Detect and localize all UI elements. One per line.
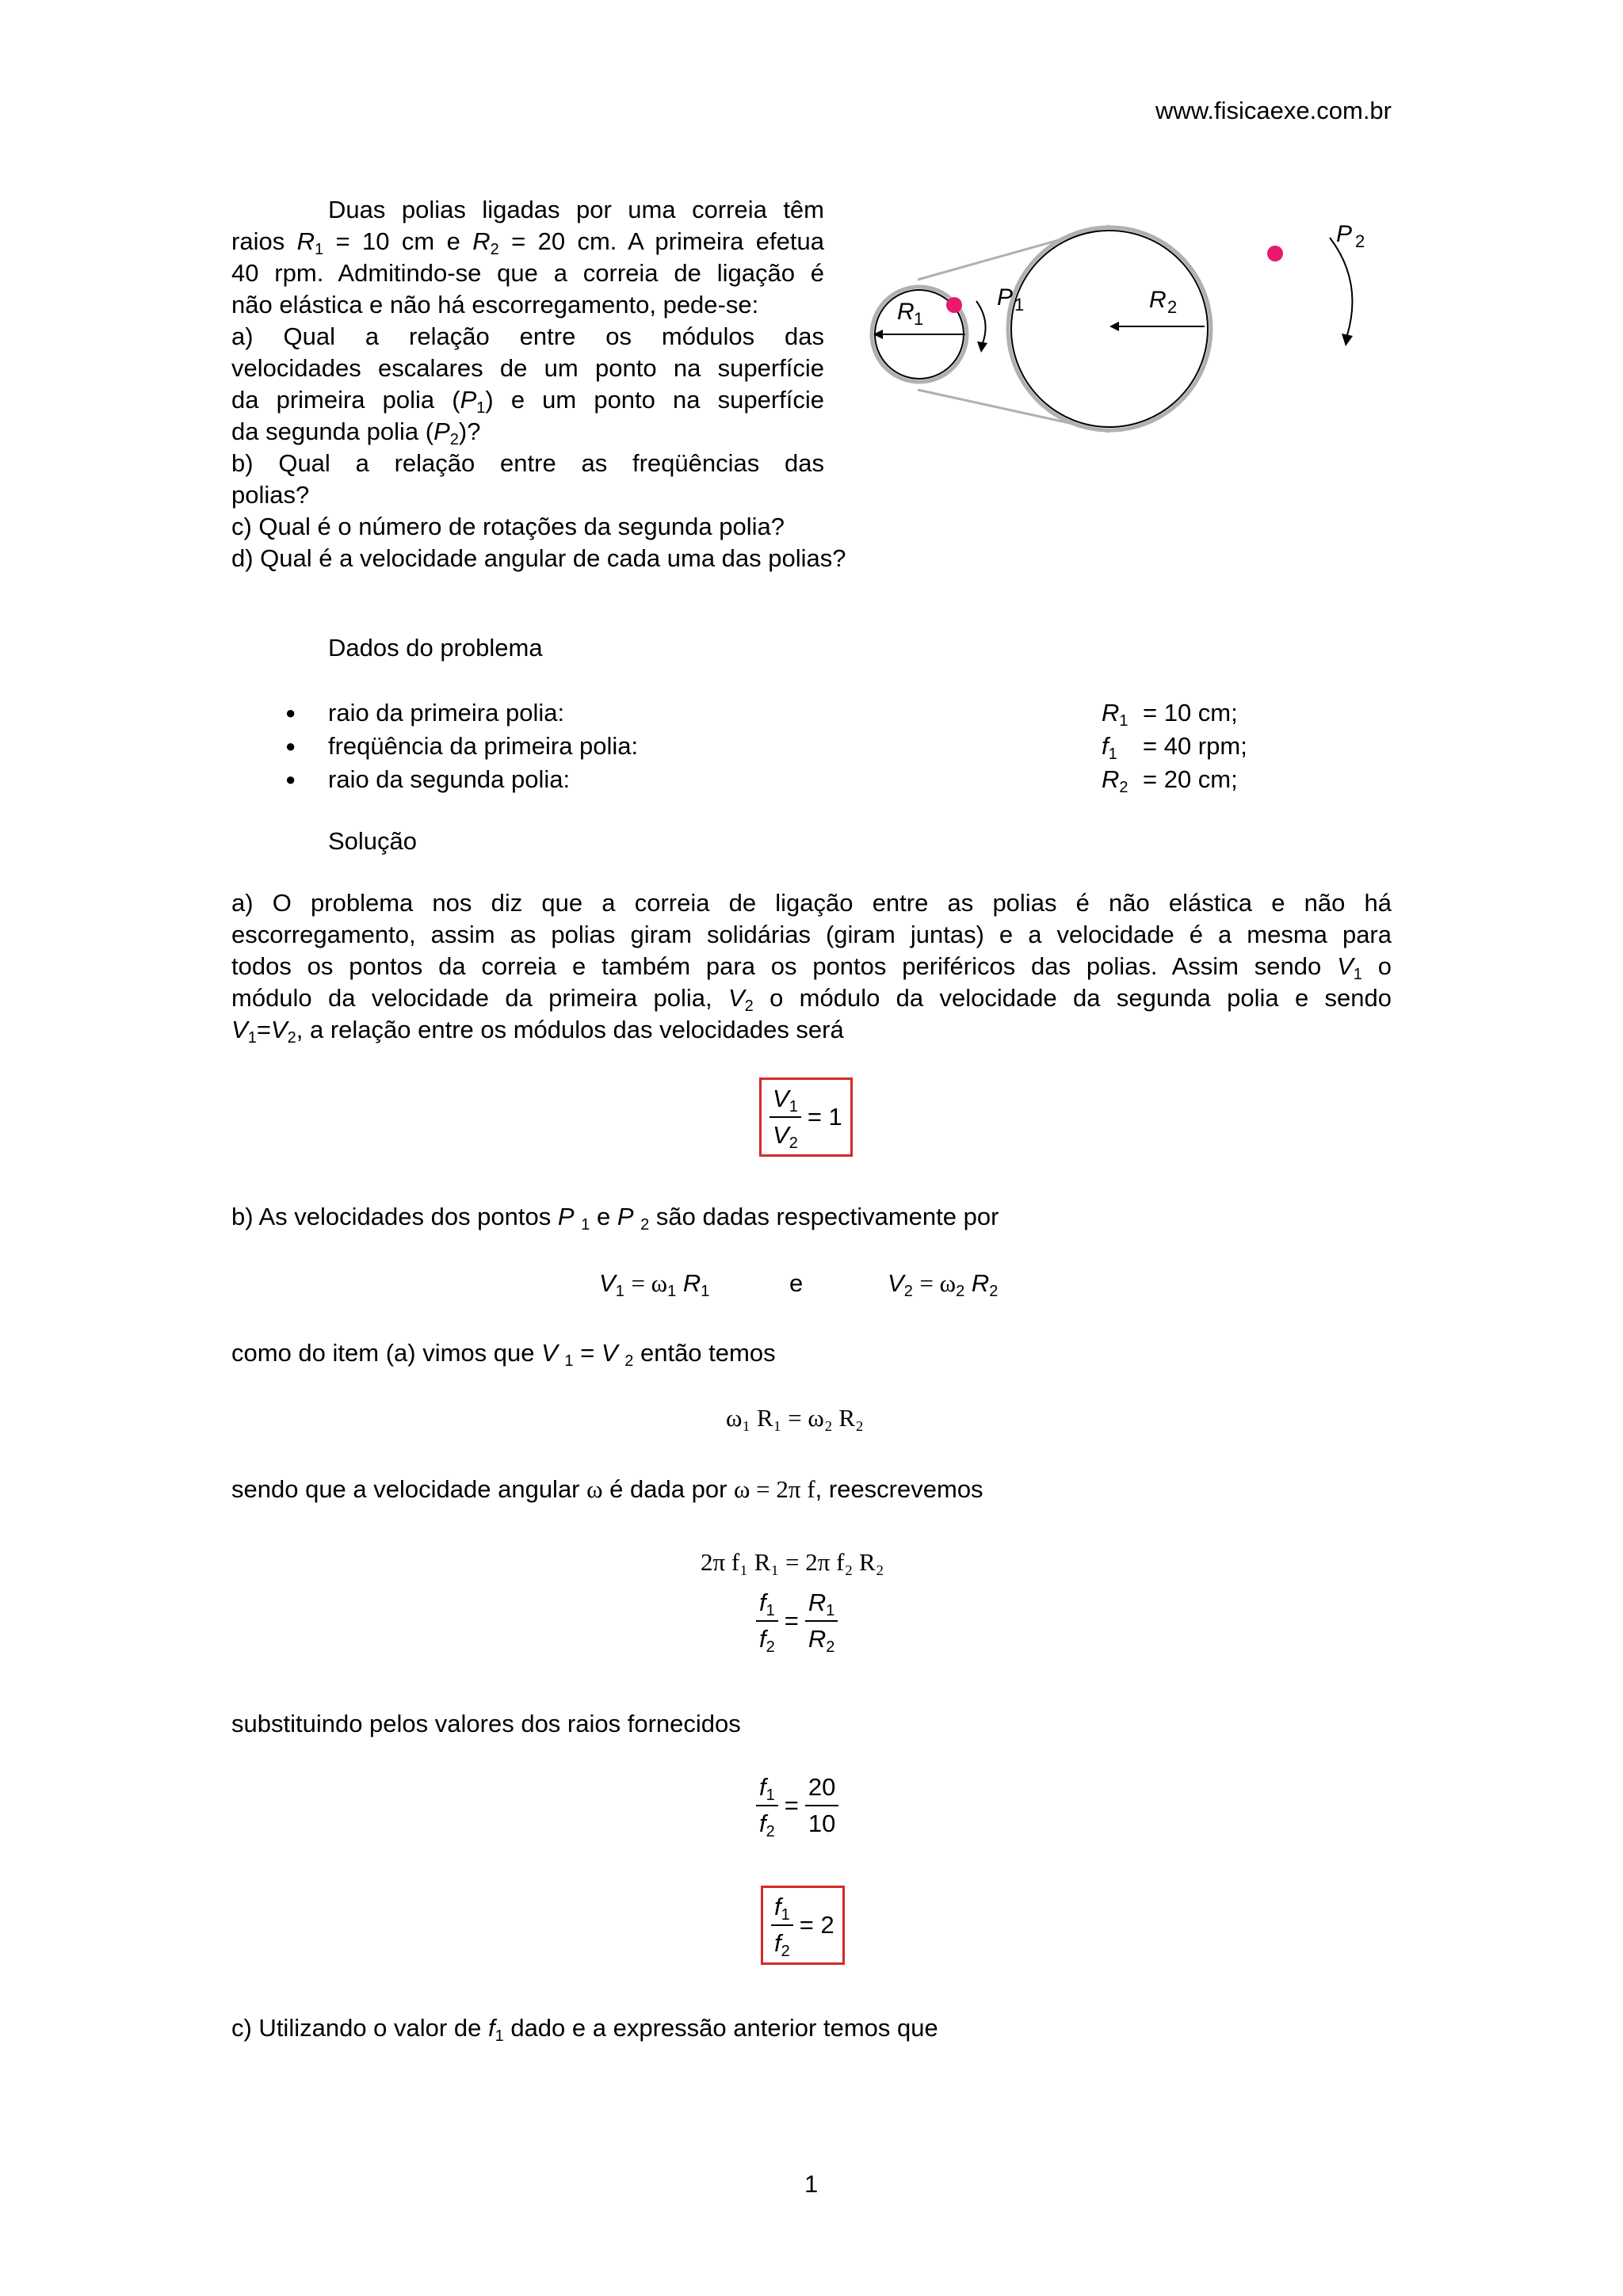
pulley-diagram <box>856 202 1395 456</box>
solution-substituting: substituindo pelos valores dos raios fornecidos <box>231 1710 741 1737</box>
equation-frequency-result: $\frac{f_1}{f_2}$ = 2 <box>761 1886 845 1965</box>
solution-b-mid: como do item (a) vimos que V $_1$ = V $_2$ então temos <box>231 1339 776 1370</box>
label-p2: P <box>1336 221 1353 247</box>
equation-omega-r: ω₁ R₁ = ω₂ R₂ <box>726 1404 864 1432</box>
rotation-arrow-2 <box>1330 238 1352 335</box>
solution-c-intro: c) Utilizando o valor de $f_1$ dado e a expressão anterior temos que <box>231 2014 938 2045</box>
equation-frequency-values: $\frac{f_1}{f_2}$ = $\frac{20}{10}$ <box>756 1773 838 1838</box>
solution-b-intro: b) As velocidades dos pontos P $_1$ e P $_2$ são dadas respectivamente por <box>231 1203 999 1234</box>
pulley-2-inner <box>1011 231 1208 427</box>
data-heading: Dados do problema <box>328 634 543 662</box>
problem-statement: Duas polias ligadas por uma correia têm raios $R_1 = 10$ cm e $R_2 = 20$ cm. A primeira efetua 40 rpm. Admitindo-se que a correia de ligação é não elástica e não há escorregamento, pede-se: a) Qual a relação entre os módulos das velocidades escalares de um ponto na superfície da primeira polia $(P_1)$ e um ponto na superfície da segunda polia $(P_2)$? b) Qual a relação entre as freqüências das polias? c) Qual é o número de rotações da segunda polia? d) Qual é a velocidade angular de cada uma das polias? <box>231 196 846 572</box>
equation-frequency-expanded: 2π f₁ R₁ = 2π f₂ R₂ <box>701 1548 884 1576</box>
label-r1-sub: 1 <box>914 309 924 329</box>
data-item: ● raio da primeira polia: $R_1$ = 10 cm; <box>285 699 1238 730</box>
point-p2 <box>1267 246 1283 261</box>
page-number: 1 <box>804 2170 819 2198</box>
label-p1-sub: 1 <box>1014 295 1025 315</box>
point-p1 <box>946 297 962 313</box>
label-p2-sub: 2 <box>1355 231 1365 251</box>
rotation-arrowhead-2 <box>1342 334 1353 346</box>
equation-velocity-ratio: $\frac{V_1}{V_2}$ = 1 <box>759 1077 853 1157</box>
header-url: www.fisicaexe.com.br <box>1155 97 1392 124</box>
label-r1: R <box>897 299 915 325</box>
data-item: ● freqüência da primeira polia: $f_1$ = 40 rpm; <box>285 732 1247 763</box>
bullet-icon: ● <box>285 769 296 789</box>
radius-2-arrowhead <box>1109 322 1119 331</box>
bullet-icon: ● <box>285 736 296 756</box>
rotation-arrow-1 <box>976 301 986 343</box>
solution-b-omega: sendo que a velocidade angular ω é dada por ω = 2π f, reescrevemos <box>231 1475 983 1503</box>
label-p1: P <box>997 284 1014 311</box>
equation-frequency-ratio: $\frac{f_1}{f_2}$ = $\frac{R_1}{R_2}$ <box>756 1589 838 1653</box>
bullet-icon: ● <box>285 703 296 723</box>
rotation-arrowhead-1 <box>977 341 987 353</box>
pulley-2 <box>1008 227 1211 430</box>
solution-heading: Solução <box>328 827 418 855</box>
data-item: ● raio da segunda polia: $R_2$ = 20 cm; <box>285 765 1238 796</box>
solution-a: a) O problema nos diz que a correia de ligação entre as polias é não elástica e não há escorregamento, assim as polias giram solidárias (giram juntas) e a velocidade é a mesma para todos os pontos da correia e também para os pontos periféricos das polias. Assim sendo $V_1$ o módulo da velocidade da primeira polia, $V_2$ o módulo da velocidade da segunda polia e sendo $V_1=V_2$, a relação entre os módulos das velocidades será <box>231 889 1392 1047</box>
label-r2: R <box>1149 287 1167 313</box>
belt-top <box>918 226 1109 280</box>
label-r2-sub: 2 <box>1167 297 1178 317</box>
data-list <box>231 697 1277 797</box>
